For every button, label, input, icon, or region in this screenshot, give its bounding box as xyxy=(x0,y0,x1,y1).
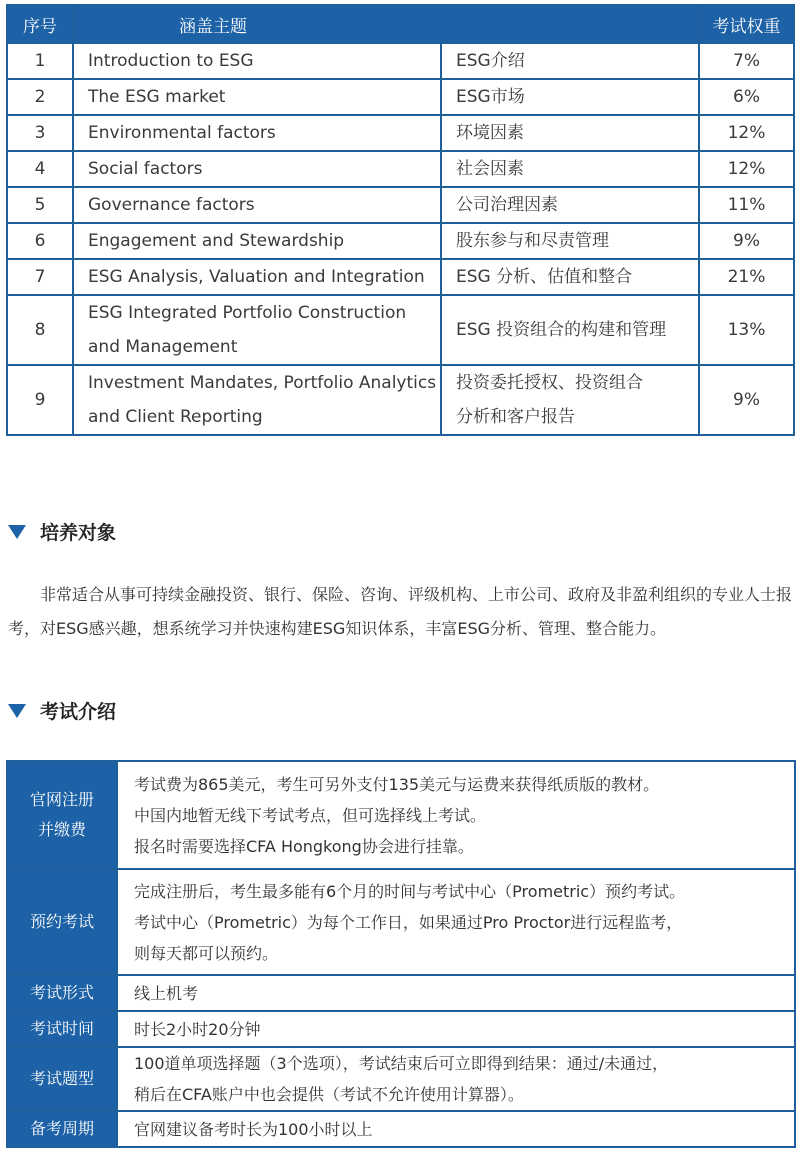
topic-chinese xyxy=(441,259,699,295)
row-number: 4 xyxy=(7,151,73,187)
row-number: 1 xyxy=(7,43,73,79)
exam-info-value xyxy=(117,869,795,975)
topic-english-line: Environmental factors xyxy=(88,123,276,143)
section-exam-heading xyxy=(8,697,116,724)
exam-info-line: 线上机考 xyxy=(134,983,199,1003)
topic-chinese-line: 社会因素 xyxy=(456,159,524,179)
topic-english-line: and Client Reporting xyxy=(88,407,263,427)
topic-chinese-line: 股东参与和尽责管理 xyxy=(456,231,609,251)
syllabus-row xyxy=(7,79,794,115)
exam-info-line: 考试中心（Prometric）为每个工作日，如果通过Pro Proctor进行远程监考， xyxy=(134,912,683,932)
topic-english xyxy=(73,115,441,151)
syllabus-table xyxy=(6,4,795,436)
topic-english xyxy=(73,223,441,259)
row-number: 5 xyxy=(7,187,73,223)
exam-info-row xyxy=(7,1111,795,1147)
row-number: 3 xyxy=(7,115,73,151)
exam-info-label xyxy=(7,1011,117,1047)
exam-info-label-line: 并缴费 xyxy=(37,820,86,839)
exam-info-label-line: 官网注册 xyxy=(29,790,94,809)
exam-info-label-line: 考试形式 xyxy=(29,983,94,1002)
exam-info-row xyxy=(7,761,795,869)
topic-english-line: and Management xyxy=(88,337,238,357)
exam-weight: 6% xyxy=(699,79,794,115)
exam-info-row xyxy=(7,975,795,1011)
syllabus-row xyxy=(7,115,794,151)
audience-heading-text: 培养对象 xyxy=(40,522,117,544)
topic-chinese-line: ESG介绍 xyxy=(456,51,525,71)
syllabus-header-row xyxy=(7,5,794,43)
exam-info-row xyxy=(7,1047,795,1111)
topic-english-line: Investment Mandates, Portfolio Analytics xyxy=(88,373,437,393)
topic-chinese xyxy=(441,223,699,259)
exam-info-value xyxy=(117,1111,795,1147)
exam-weight: 11% xyxy=(699,187,794,223)
topic-english xyxy=(73,43,441,79)
topic-chinese-line: ESG市场 xyxy=(456,87,525,107)
topic-chinese xyxy=(441,43,699,79)
topic-english xyxy=(73,365,441,435)
exam-info-value xyxy=(117,975,795,1011)
exam-info-label-line: 考试题型 xyxy=(29,1069,94,1088)
exam-info-line: 时长2小时20分钟 xyxy=(134,1019,261,1039)
exam-info-row xyxy=(7,1011,795,1047)
exam-info-line: 稍后在CFA账户中也会提供（考试不允许使用计算器）。 xyxy=(134,1085,524,1104)
exam-info-value xyxy=(117,1047,795,1111)
exam-weight: 9% xyxy=(699,223,794,259)
topic-chinese xyxy=(441,295,699,365)
topic-chinese-line: 投资委托授权、投资组合 xyxy=(456,373,643,393)
topic-chinese xyxy=(441,115,699,151)
header-weight: 考试权重 xyxy=(699,5,794,43)
exam-info-line: 中国内地暂无线下考试考点，但可选择线上考试。 xyxy=(134,805,487,825)
exam-info-label xyxy=(7,869,117,975)
topic-english-line: ESG Analysis, Valuation and Integration xyxy=(88,267,425,287)
row-number: 6 xyxy=(7,223,73,259)
audience-paragraph: 非常适合从事可持续金融投资、银行、保险、咨询、评级机构、上市公司、政府及非盈利组织的专业人士报考，对ESG感兴趣，想系统学习并快速构建ESG知识体系，丰富ESG分析、管理、整合能力。 xyxy=(8,585,793,638)
topic-english-line: ESG Integrated Portfolio Construction xyxy=(88,303,407,323)
exam-info-label xyxy=(7,1111,117,1147)
topic-english-line: Social factors xyxy=(88,159,203,179)
exam-info-label-line: 预约考试 xyxy=(29,912,94,931)
topic-chinese xyxy=(441,151,699,187)
exam-info-label-line: 考试时间 xyxy=(29,1019,94,1038)
exam-weight: 21% xyxy=(699,259,794,295)
syllabus-row xyxy=(7,43,794,79)
exam-weight: 12% xyxy=(699,151,794,187)
topic-chinese xyxy=(441,187,699,223)
topic-english xyxy=(73,151,441,187)
topic-english xyxy=(73,187,441,223)
exam-info-table xyxy=(6,760,796,1148)
topic-english xyxy=(73,259,441,295)
exam-info-value xyxy=(117,1011,795,1047)
topic-english-line: Engagement and Stewardship xyxy=(88,231,345,251)
topic-chinese-line: ESG 分析、估值和整合 xyxy=(456,267,633,287)
triangle-down-icon xyxy=(8,525,26,539)
exam-info-line: 则每天都可以预约。 xyxy=(134,943,279,963)
row-number: 9 xyxy=(7,365,73,435)
topic-chinese-line: 分析和客户报告 xyxy=(456,407,575,427)
exam-weight: 9% xyxy=(699,365,794,435)
exam-info-line: 考试费为865美元，考生可另外支付135美元与运费来获得纸质版的教材。 xyxy=(134,774,660,794)
exam-info-line: 100道单项选择题（3个选项），考试结束后可立即得到结果：通过/未通过， xyxy=(134,1054,669,1073)
topic-chinese xyxy=(441,365,699,435)
syllabus-row xyxy=(7,187,794,223)
topic-chinese-line: ESG 投资组合的构建和管理 xyxy=(456,320,667,340)
row-number: 8 xyxy=(7,295,73,365)
exam-info-label xyxy=(7,1047,117,1111)
topic-english xyxy=(73,295,441,365)
header-topic: 涵盖主题 xyxy=(73,5,699,43)
topic-english-line: Governance factors xyxy=(88,195,255,215)
exam-info-label-line: 备考周期 xyxy=(29,1119,94,1138)
syllabus-row xyxy=(7,151,794,187)
exam-info-row xyxy=(7,869,795,975)
section-audience-heading xyxy=(8,518,116,545)
exam-info-value xyxy=(117,761,795,869)
exam-weight: 13% xyxy=(699,295,794,365)
syllabus-row xyxy=(7,295,794,365)
topic-english-line: Introduction to ESG xyxy=(88,51,254,71)
topic-chinese xyxy=(441,79,699,115)
exam-info-label xyxy=(7,761,117,869)
exam-info-line: 完成注册后，考生最多能有6个月的时间与考试中心（Prometric）预约考试。 xyxy=(134,881,686,901)
syllabus-row xyxy=(7,259,794,295)
exam-info-line: 报名时需要选择CFA Hongkong协会进行挂靠。 xyxy=(134,836,474,856)
header-no: 序号 xyxy=(7,5,73,43)
syllabus-row xyxy=(7,223,794,259)
syllabus-row xyxy=(7,365,794,435)
topic-chinese-line: 环境因素 xyxy=(456,123,524,143)
topic-english-line: The ESG market xyxy=(88,87,226,107)
exam-weight: 7% xyxy=(699,43,794,79)
exam-heading-text: 考试介绍 xyxy=(40,701,117,723)
topic-chinese-line: 公司治理因素 xyxy=(456,195,558,215)
topic-english xyxy=(73,79,441,115)
row-number: 2 xyxy=(7,79,73,115)
exam-weight: 12% xyxy=(699,115,794,151)
exam-info-label xyxy=(7,975,117,1011)
exam-info-line: 官网建议备考时长为100小时以上 xyxy=(134,1119,373,1139)
triangle-down-icon xyxy=(8,704,26,718)
row-number: 7 xyxy=(7,259,73,295)
